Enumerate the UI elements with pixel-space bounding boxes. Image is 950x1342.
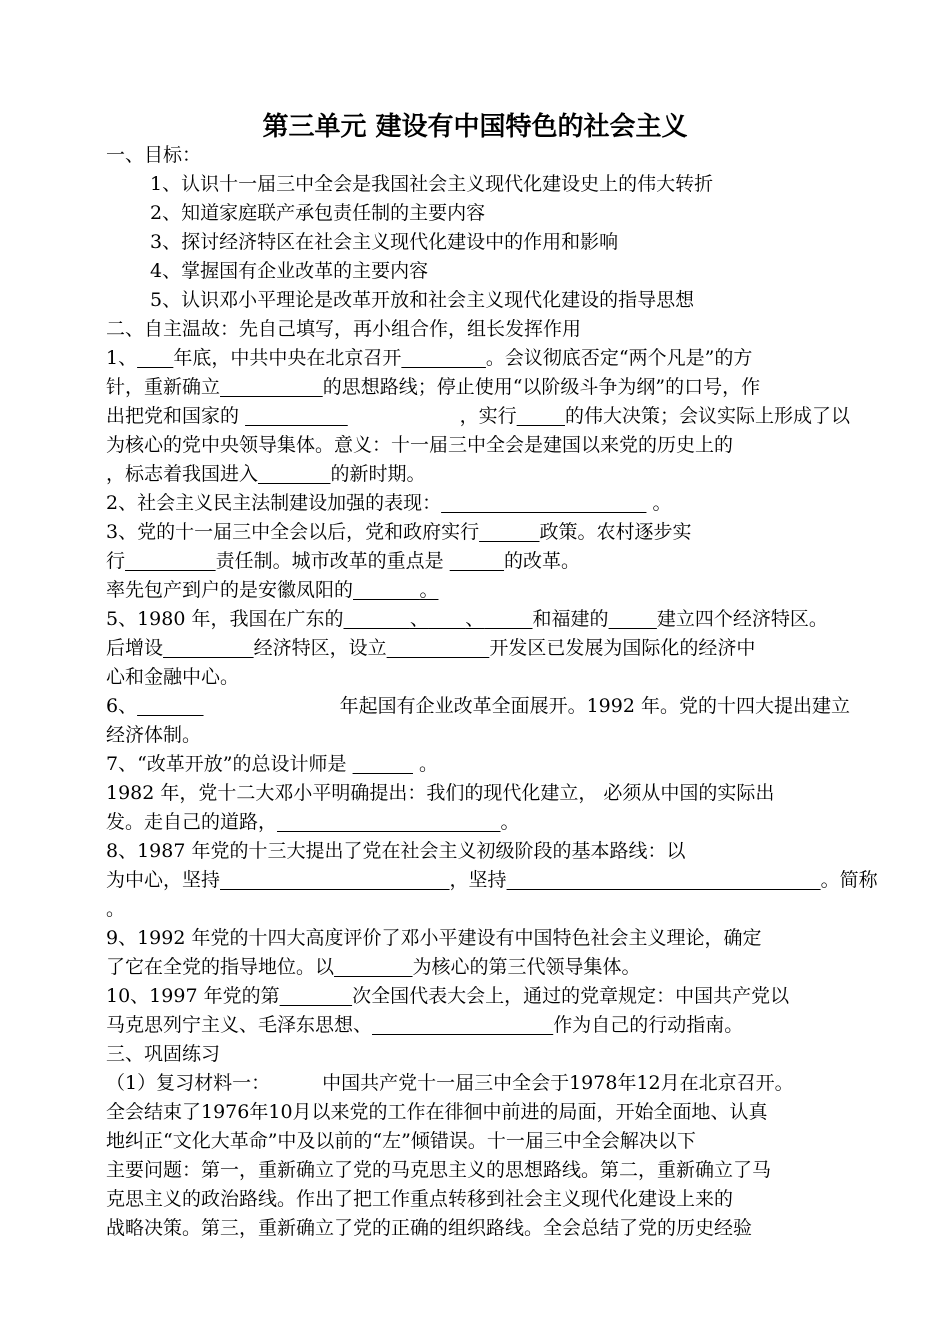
goal-item: 5、认识邓小平理论是改革开放和社会主义现代化建设的指导思想 xyxy=(150,289,695,311)
question-3-line-2: 行 责任制。城市改革的重点是 的改革。 xyxy=(106,550,581,572)
question-7-line-1: 7、“改革开放”的总设计师是 。 xyxy=(106,753,439,775)
document-body xyxy=(106,141,878,1243)
question-8-line-2: 为中心，坚持 ，坚持 。简称 xyxy=(106,869,878,891)
material-1-line-3: 地纠正“文化大革命”中及以前的“左”倾错误。十一届三中全会解决以下 xyxy=(106,1130,696,1152)
question-10-line-2: 马克思列宁主义、毛泽东思想、 作为自己的行动指南。 xyxy=(106,1014,744,1036)
question-8-line-1: 8、1987 年党的十三大提出了党在社会主义初级阶段的基本路线：以 xyxy=(106,840,686,862)
question-6-line-2: 经济体制。 xyxy=(106,724,202,746)
material-1-line-2: 全会结束了1976年10月以来党的工作在徘徊中前进的局面，开始全面地、认真 xyxy=(106,1101,768,1123)
material-1-line-4: 主要问题：第一，重新确立了党的马克思主义的思想路线。第二，重新确立了马 xyxy=(106,1159,772,1181)
question-5-line-2: 后增设 经济特区，设立 开发区已发展为国际化的经济中 xyxy=(106,637,756,659)
goal-item: 4、掌握国有企业改革的主要内容 xyxy=(150,260,429,282)
goal-item: 3、探讨经济特区在社会主义现代化建设中的作用和影响 xyxy=(150,231,619,253)
question-1-line-2: 针，重新确立 的思想路线；停止使用“以阶级斗争为纲”的口号，作 xyxy=(106,376,761,398)
section-heading-goals: 一、目标： xyxy=(106,144,202,166)
question-1-line-3: 出把党和国家的 ，实行 的伟大决策；会议实际上形成了以 xyxy=(106,405,850,427)
question-10-line-1: 10、1997 年党的第 次全国代表大会上，通过的党章规定：中国共产党以 xyxy=(106,985,790,1007)
goal-item: 1、认识十一届三中全会是我国社会主义现代化建设史上的伟大转折 xyxy=(150,173,714,195)
question-9-line-2: 了它在全党的指导地位。以 为核心的第三代领导集体。 xyxy=(106,956,641,978)
question-9-line-1: 9、1992 年党的十四大高度评价了邓小平建设有中国特色社会主义理论，确定 xyxy=(106,927,762,949)
question-8-line-3: 。 xyxy=(106,898,126,920)
question-7-line-3: 发。走自己的道路， 。 xyxy=(106,811,520,833)
section-heading-review: 二、自主温故：先自己填写，再小组合作，组长发挥作用 xyxy=(106,318,582,340)
material-1-line-6: 战略决策。第三，重新确立了党的正确的组织路线。全会总结了党的历史经验 xyxy=(106,1217,753,1239)
material-1-line-1: （1）复习材料一： 中国共产党十一届三中全会于1978年12月在北京召开。 xyxy=(106,1072,794,1094)
question-3-line-3: 率先包产到户的是安徽凤阳的 。 xyxy=(106,579,439,601)
question-5-line-3: 心和金融中心。 xyxy=(106,666,240,688)
question-5-line-1: 5、1980 年，我国在广东的 、 、 和福建的 建立四个经济特区。 xyxy=(106,608,828,630)
section-heading-practice: 三、巩固练习 xyxy=(106,1043,221,1065)
question-7-line-2: 1982 年，党十二大邓小平明确提出：我们的现代化建立， 必须从中国的实际出 xyxy=(106,782,775,804)
goal-item: 2、知道家庭联产承包责任制的主要内容 xyxy=(150,202,486,224)
material-1-line-5: 克思主义的政治路线。作出了把工作重点转移到社会主义现代化建设上来的 xyxy=(106,1188,734,1210)
question-1-line-5: ，标志着我国进入 的新时期。 xyxy=(106,463,426,485)
question-6-line-1: 6、 年起国有企业改革全面展开。1992 年。党的十四大提出建立 xyxy=(106,695,850,717)
question-3-line-1: 3、党的十一届三中全会以后，党和政府实行 政策。农村逐步实 xyxy=(106,521,692,543)
document-title: 第三单元 建设有中国特色的社会主义 xyxy=(262,112,688,142)
question-2: 2、社会主义民主法制建设加强的表现： 。 xyxy=(106,492,672,514)
question-1-line-4: 为核心的党中央领导集体。意义：十一届三中全会是建国以来党的历史上的 xyxy=(106,434,734,456)
question-1-line-1: 1、 年底，中共中央在北京召开 。会议彻底否定“两个凡是”的方 xyxy=(106,347,753,369)
